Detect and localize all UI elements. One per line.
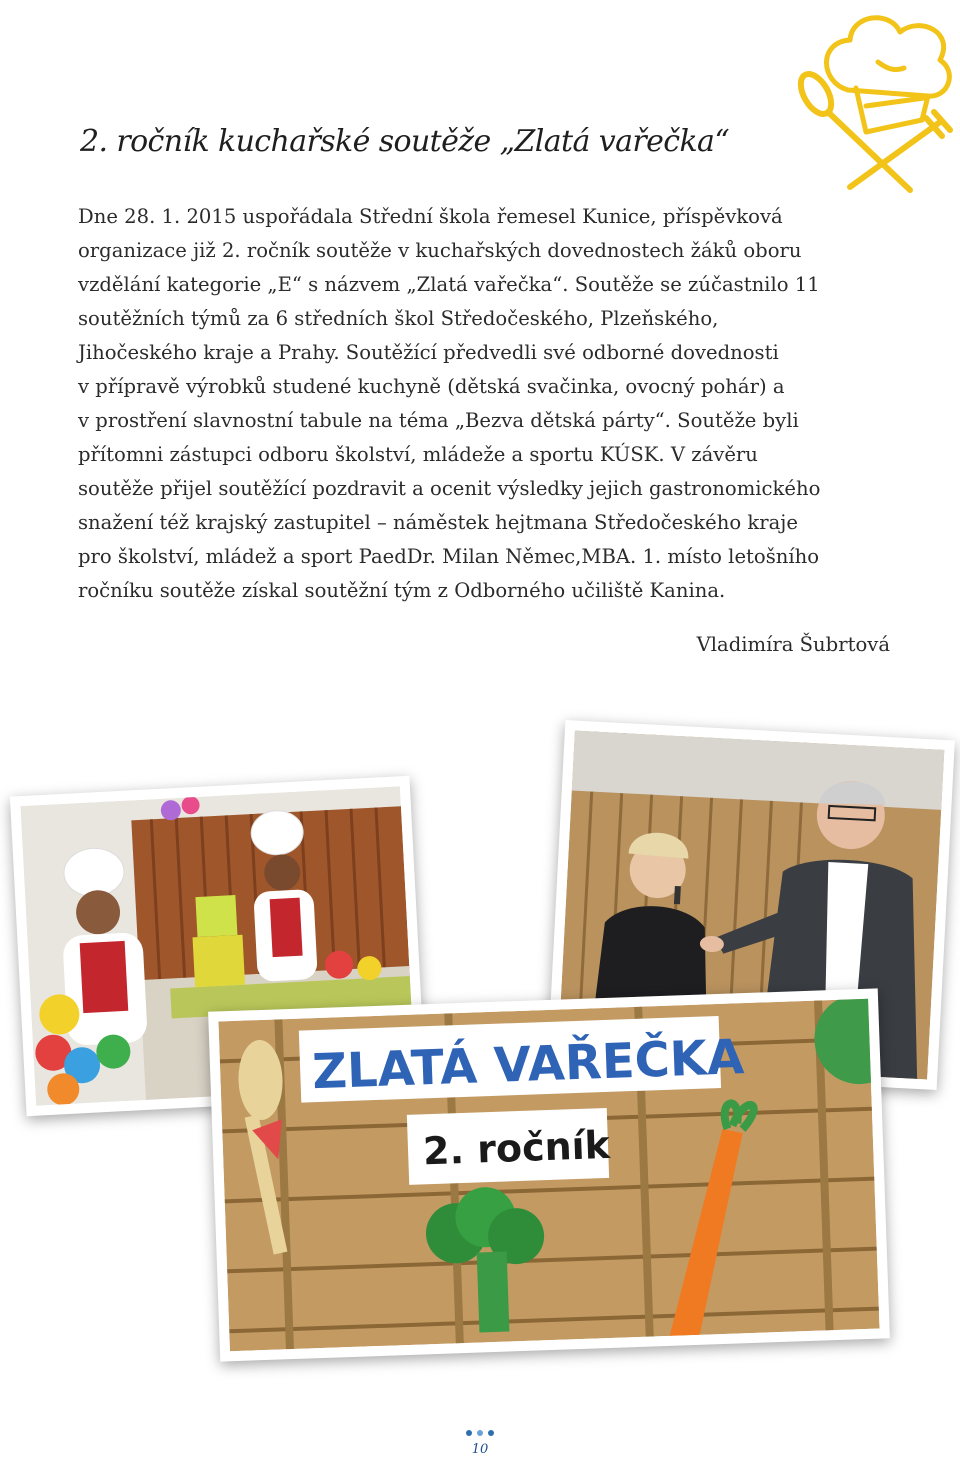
dot-icon — [477, 1430, 483, 1436]
body-line: organizace již 2. ročník soutěže v kuchařských dovednostech žáků oboru — [78, 239, 802, 262]
body-line: pro školství, mládež a sport PaedDr. Milan Němec,MBA. 1. místo letošního — [78, 545, 820, 568]
body-line: Dne 28. 1. 2015 uspořádala Střední škola řemesel Kunice, příspěvková — [78, 205, 783, 228]
page-number-label: 10 — [471, 1442, 489, 1457]
body-line: vzdělání kategorie „E“ s názvem „Zlatá vařečka“. Soutěže se zúčastnilo 11 — [78, 273, 820, 296]
article-body — [78, 200, 898, 608]
body-line: snažení též krajský zastupitel – náměstek hejtmana Středočeského kraje — [78, 511, 798, 534]
body-line: přítomni zástupci odboru školství, mládeže a sportu KÚSK. V závěru — [78, 443, 758, 466]
body-line: soutěžních týmů za 6 středních škol Středočeského, Plzeňského, — [78, 307, 719, 330]
chef-hat-spoon-fork-logo-icon — [790, 2, 960, 197]
banner-subtitle: 2. ročník — [422, 1122, 611, 1174]
body-line: v přípravě výrobků studené kuchyně (dětská svačinka, ovocný pohár) a — [78, 375, 785, 398]
body-line: v prostření slavnostní tabule na téma „Bezva dětská párty“. Soutěže byli — [78, 409, 799, 432]
page-number — [0, 1430, 960, 1457]
body-line: soutěže přijel soutěžící pozdravit a ocenit výsledky jejich gastronomického — [78, 477, 821, 500]
dot-icon — [488, 1430, 494, 1436]
page-title: 2. ročník kuchařské soutěže „Zlatá vařečka“ — [80, 124, 730, 159]
banner-vegetables-photo — [208, 988, 890, 1361]
banner-title: ZLATÁ VAŘEČKA — [311, 1029, 746, 1101]
body-line: ročníku soutěže získal soutěžní tým z Odborného učiliště Kanina. — [78, 579, 726, 602]
body-line: Jihočeského kraje a Prahy. Soutěžící předvedli své odborné dovednosti — [78, 341, 779, 364]
author-signature: Vladimíra Šubrtová — [696, 633, 890, 656]
page-dots-icon — [0, 1430, 960, 1436]
dot-icon — [466, 1430, 472, 1436]
